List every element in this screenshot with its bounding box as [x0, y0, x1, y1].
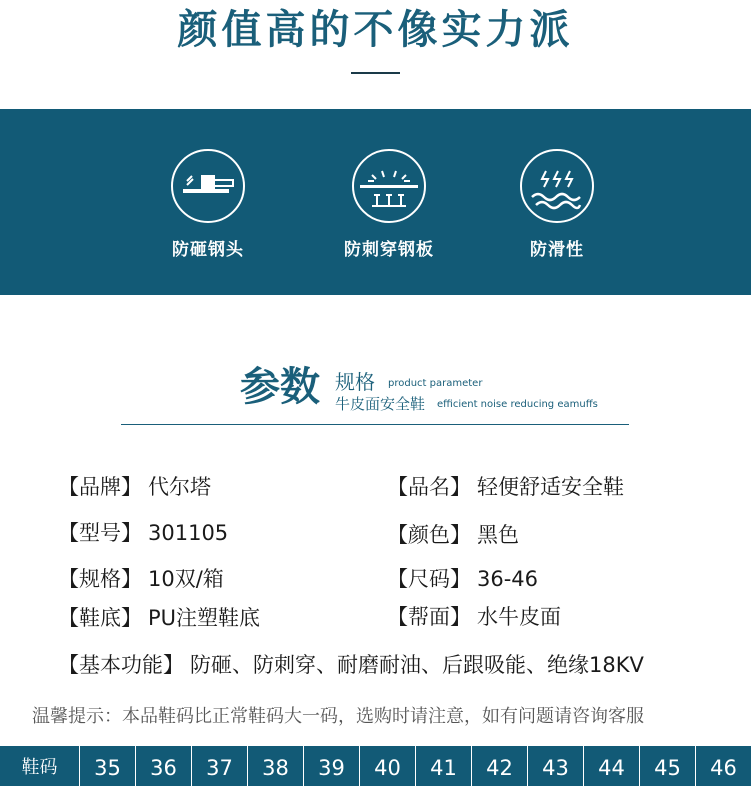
- feature-label: 防滑性: [530, 240, 584, 260]
- params-title: [240, 362, 660, 416]
- spec-key: 【颜色】: [387, 523, 471, 547]
- size-notice: 温馨提示：本品鞋码比正常鞋码大一码，选购时请注意，如有问题请咨询客服: [32, 706, 644, 727]
- feature-anti-slip: [472, 149, 642, 260]
- spec-value: 轻便舒适安全鞋: [477, 475, 624, 499]
- feature-label: 防刺穿钢板: [344, 240, 434, 260]
- spec-upper: [387, 603, 561, 631]
- size-cell: 37: [191, 746, 247, 786]
- size-cell: 35: [79, 746, 135, 786]
- spec-value: 黑色: [477, 523, 519, 547]
- size-cell: 43: [527, 746, 583, 786]
- spec-value: PU注塑鞋底: [148, 606, 261, 630]
- size-cell: 41: [415, 746, 471, 786]
- feature-puncture-plate: [304, 149, 474, 260]
- steel-toe-icon: [171, 149, 245, 223]
- spec-key: 【鞋底】: [58, 606, 142, 630]
- spec-functions: [58, 651, 644, 679]
- spec-sole: [58, 604, 260, 632]
- spec-color: [387, 521, 519, 549]
- spec-key: 【基本功能】: [58, 653, 184, 677]
- size-cell: 39: [303, 746, 359, 786]
- params-title-main: 参数: [240, 364, 320, 410]
- spec-name: [387, 473, 624, 501]
- spec-key: 【品名】: [387, 475, 471, 499]
- params-title-small: 规格: [335, 370, 375, 394]
- size-table: [0, 746, 751, 786]
- spec-value: 水牛皮面: [477, 605, 561, 629]
- spec-value: 36-46: [477, 567, 539, 591]
- feature-steel-toe: [123, 149, 293, 260]
- feature-band: [0, 109, 751, 295]
- size-table-header: 鞋码: [21, 757, 58, 778]
- headline-underline: [351, 72, 400, 74]
- spec-value: 301105: [148, 521, 229, 545]
- spec-key: 【尺码】: [387, 567, 471, 591]
- params-subtitle: 牛皮面安全鞋: [335, 395, 426, 413]
- params-subtitle-en: efficient noise reducing eamuffs: [437, 399, 598, 410]
- size-cell: 40: [359, 746, 415, 786]
- page-headline: 颜值高的不像实力派: [177, 7, 574, 53]
- feature-label: 防砸钢头: [172, 240, 244, 260]
- anti-slip-icon: [520, 149, 594, 223]
- spec-brand: [58, 473, 211, 501]
- puncture-proof-plate-icon: [352, 149, 426, 223]
- spec-key: 【品牌】: [58, 475, 142, 499]
- params-title-en: product parameter: [388, 378, 483, 389]
- params-divider: [121, 424, 629, 425]
- size-cell: 38: [247, 746, 303, 786]
- size-cell: 36: [135, 746, 191, 786]
- spec-key: 【型号】: [58, 521, 142, 545]
- spec-key: 【帮面】: [387, 605, 471, 629]
- spec-model: [58, 519, 228, 547]
- spec-value: 防砸、防刺穿、耐磨耐油、后跟吸能、绝缘18KV: [190, 653, 644, 677]
- size-cell: 44: [583, 746, 639, 786]
- size-cell: 46: [695, 746, 751, 786]
- spec-size: [387, 565, 538, 593]
- size-cell: 42: [471, 746, 527, 786]
- spec-value: 代尔塔: [148, 475, 211, 499]
- spec-package: [58, 565, 224, 593]
- spec-key: 【规格】: [58, 567, 142, 591]
- size-cell: 45: [639, 746, 695, 786]
- spec-value: 10双/箱: [148, 567, 224, 591]
